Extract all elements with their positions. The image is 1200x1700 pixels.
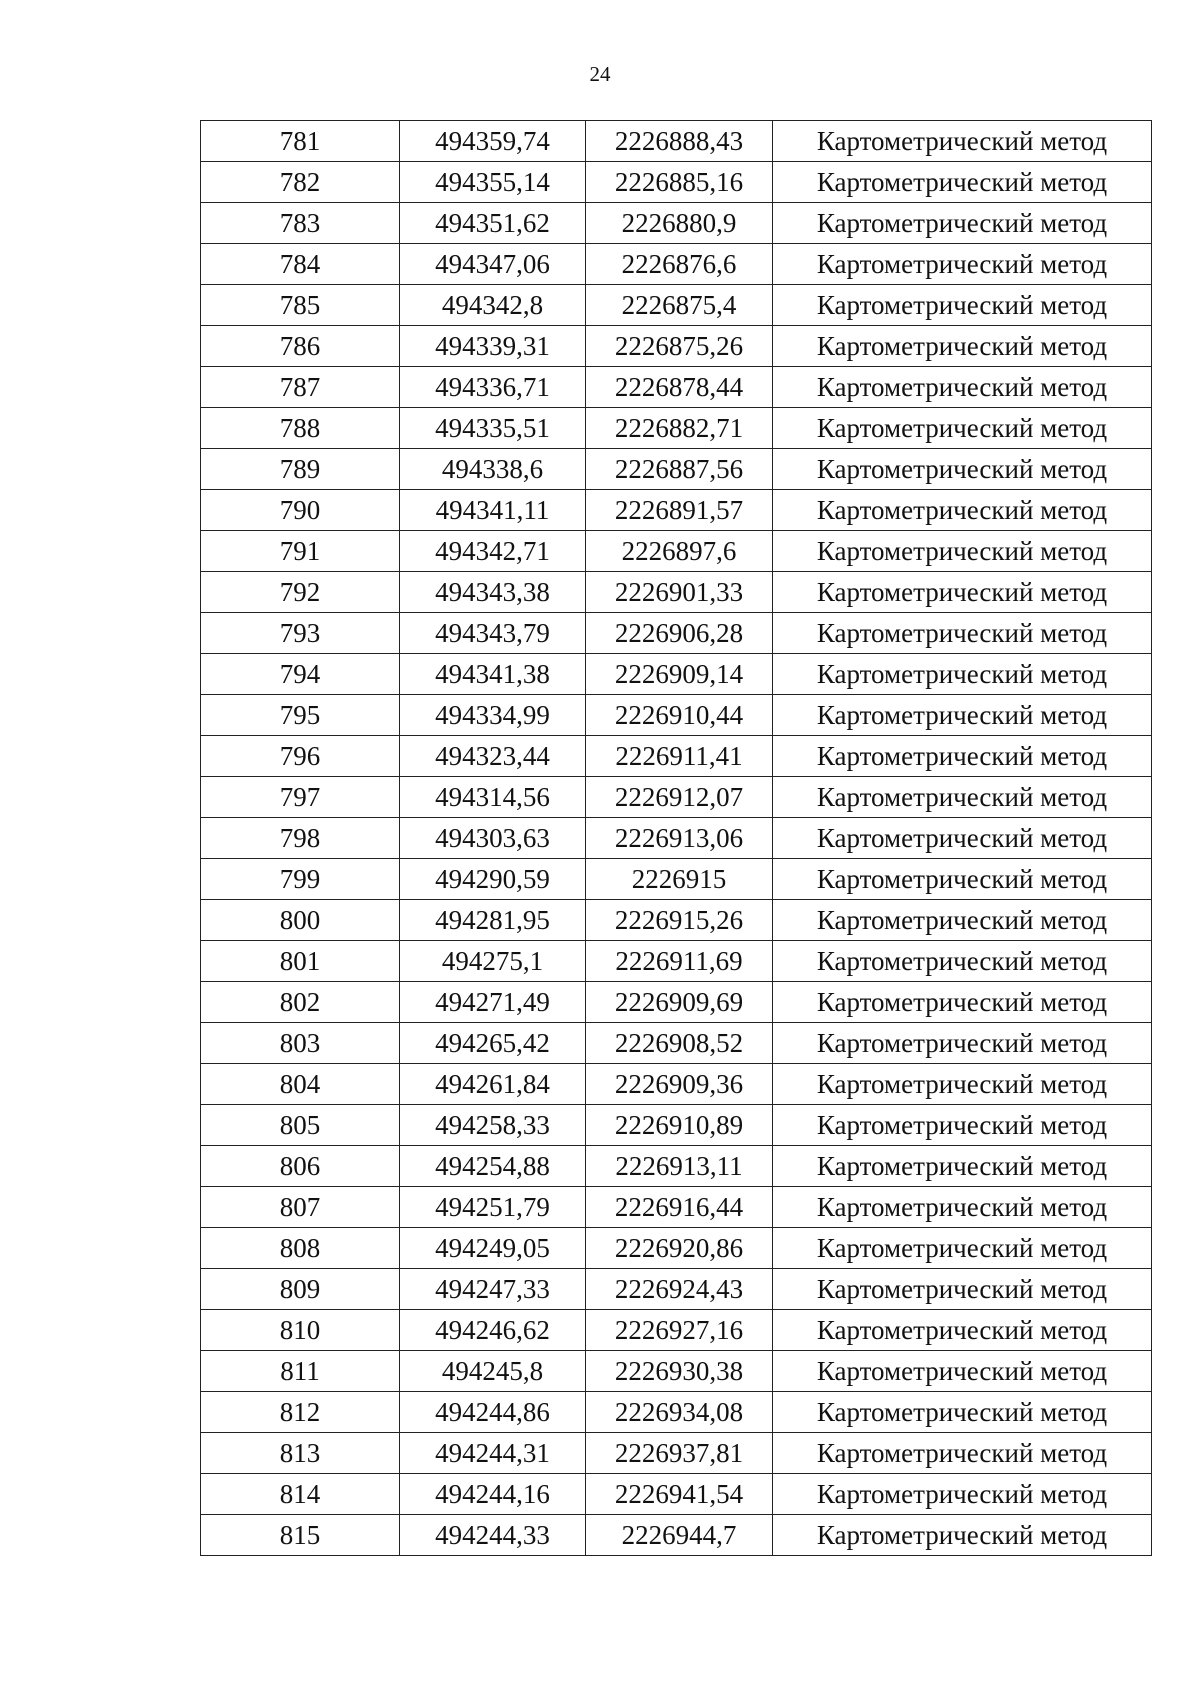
table-row: [201, 1228, 1152, 1269]
x-coordinate-cell: 494339,31: [400, 326, 586, 367]
point-number-cell: 814: [201, 1474, 400, 1515]
y-coordinate-cell: 2226911,41: [586, 736, 773, 777]
method-cell: Картометрический метод: [773, 859, 1152, 900]
method-cell: Картометрический метод: [773, 1351, 1152, 1392]
table-row: [201, 1310, 1152, 1351]
point-number-cell: 786: [201, 326, 400, 367]
method-cell: Картометрический метод: [773, 408, 1152, 449]
y-coordinate-cell: 2226875,26: [586, 326, 773, 367]
point-number-cell: 790: [201, 490, 400, 531]
table-row: [201, 1515, 1152, 1556]
table-row: [201, 941, 1152, 982]
x-coordinate-cell: 494351,62: [400, 203, 586, 244]
table-row: [201, 1105, 1152, 1146]
table-row: [201, 1064, 1152, 1105]
y-coordinate-cell: 2226924,43: [586, 1269, 773, 1310]
x-coordinate-cell: 494244,86: [400, 1392, 586, 1433]
y-coordinate-cell: 2226876,6: [586, 244, 773, 285]
y-coordinate-cell: 2226909,69: [586, 982, 773, 1023]
table-row: [201, 121, 1152, 162]
y-coordinate-cell: 2226885,16: [586, 162, 773, 203]
table-row: [201, 1351, 1152, 1392]
x-coordinate-cell: 494355,14: [400, 162, 586, 203]
y-coordinate-cell: 2226934,08: [586, 1392, 773, 1433]
table-row: [201, 162, 1152, 203]
x-coordinate-cell: 494244,16: [400, 1474, 586, 1515]
table-row: [201, 367, 1152, 408]
x-coordinate-cell: 494342,8: [400, 285, 586, 326]
method-cell: Картометрический метод: [773, 1269, 1152, 1310]
point-number-cell: 801: [201, 941, 400, 982]
method-cell: Картометрический метод: [773, 1023, 1152, 1064]
x-coordinate-cell: 494254,88: [400, 1146, 586, 1187]
table-row: [201, 859, 1152, 900]
table-row: [201, 777, 1152, 818]
point-number-cell: 800: [201, 900, 400, 941]
y-coordinate-cell: 2226909,14: [586, 654, 773, 695]
table-row: [201, 1433, 1152, 1474]
page-number: 24: [589, 62, 611, 86]
y-coordinate-cell: 2226927,16: [586, 1310, 773, 1351]
y-coordinate-cell: 2226875,4: [586, 285, 773, 326]
y-coordinate-cell: 2226910,89: [586, 1105, 773, 1146]
y-coordinate-cell: 2226944,7: [586, 1515, 773, 1556]
table-row: [201, 531, 1152, 572]
table-row: [201, 326, 1152, 367]
y-coordinate-cell: 2226901,33: [586, 572, 773, 613]
point-number-cell: 804: [201, 1064, 400, 1105]
point-number-cell: 809: [201, 1269, 400, 1310]
y-coordinate-cell: 2226913,11: [586, 1146, 773, 1187]
x-coordinate-cell: 494271,49: [400, 982, 586, 1023]
method-cell: Картометрический метод: [773, 203, 1152, 244]
point-number-cell: 781: [201, 121, 400, 162]
point-number-cell: 802: [201, 982, 400, 1023]
point-number-cell: 788: [201, 408, 400, 449]
point-number-cell: 799: [201, 859, 400, 900]
method-cell: Картометрический метод: [773, 449, 1152, 490]
method-cell: Картометрический метод: [773, 695, 1152, 736]
point-number-cell: 811: [201, 1351, 400, 1392]
table-row: [201, 1146, 1152, 1187]
x-coordinate-cell: 494334,99: [400, 695, 586, 736]
method-cell: Картометрический метод: [773, 654, 1152, 695]
point-number-cell: 796: [201, 736, 400, 777]
x-coordinate-cell: 494303,63: [400, 818, 586, 859]
x-coordinate-cell: 494281,95: [400, 900, 586, 941]
method-cell: Картометрический метод: [773, 1105, 1152, 1146]
method-cell: Картометрический метод: [773, 367, 1152, 408]
point-number-cell: 794: [201, 654, 400, 695]
table-row: [201, 1269, 1152, 1310]
method-cell: Картометрический метод: [773, 1474, 1152, 1515]
method-cell: Картометрический метод: [773, 1064, 1152, 1105]
method-cell: Картометрический метод: [773, 777, 1152, 818]
table-row: [201, 244, 1152, 285]
method-cell: Картометрический метод: [773, 900, 1152, 941]
y-coordinate-cell: 2226915,26: [586, 900, 773, 941]
point-number-cell: 795: [201, 695, 400, 736]
method-cell: Картометрический метод: [773, 326, 1152, 367]
y-coordinate-cell: 2226916,44: [586, 1187, 773, 1228]
table-row: [201, 654, 1152, 695]
method-cell: Картометрический метод: [773, 121, 1152, 162]
y-coordinate-cell: 2226920,86: [586, 1228, 773, 1269]
point-number-cell: 783: [201, 203, 400, 244]
coordinates-table-body: [201, 121, 1152, 1556]
method-cell: Картометрический метод: [773, 1392, 1152, 1433]
y-coordinate-cell: 2226937,81: [586, 1433, 773, 1474]
point-number-cell: 806: [201, 1146, 400, 1187]
y-coordinate-cell: 2226909,36: [586, 1064, 773, 1105]
y-coordinate-cell: 2226941,54: [586, 1474, 773, 1515]
y-coordinate-cell: 2226913,06: [586, 818, 773, 859]
y-coordinate-cell: 2226906,28: [586, 613, 773, 654]
method-cell: Картометрический метод: [773, 572, 1152, 613]
x-coordinate-cell: 494314,56: [400, 777, 586, 818]
x-coordinate-cell: 494341,38: [400, 654, 586, 695]
method-cell: Картометрический метод: [773, 490, 1152, 531]
x-coordinate-cell: 494323,44: [400, 736, 586, 777]
x-coordinate-cell: 494258,33: [400, 1105, 586, 1146]
point-number-cell: 813: [201, 1433, 400, 1474]
y-coordinate-cell: 2226888,43: [586, 121, 773, 162]
table-row: [201, 818, 1152, 859]
table-row: [201, 736, 1152, 777]
y-coordinate-cell: 2226910,44: [586, 695, 773, 736]
y-coordinate-cell: 2226882,71: [586, 408, 773, 449]
x-coordinate-cell: 494342,71: [400, 531, 586, 572]
point-number-cell: 805: [201, 1105, 400, 1146]
method-cell: Картометрический метод: [773, 1310, 1152, 1351]
method-cell: Картометрический метод: [773, 736, 1152, 777]
y-coordinate-cell: 2226878,44: [586, 367, 773, 408]
point-number-cell: 782: [201, 162, 400, 203]
table-row: [201, 982, 1152, 1023]
method-cell: Картометрический метод: [773, 531, 1152, 572]
x-coordinate-cell: 494247,33: [400, 1269, 586, 1310]
y-coordinate-cell: 2226911,69: [586, 941, 773, 982]
y-coordinate-cell: 2226912,07: [586, 777, 773, 818]
x-coordinate-cell: 494245,8: [400, 1351, 586, 1392]
point-number-cell: 792: [201, 572, 400, 613]
point-number-cell: 803: [201, 1023, 400, 1064]
method-cell: Картометрический метод: [773, 941, 1152, 982]
method-cell: Картометрический метод: [773, 285, 1152, 326]
table-row: [201, 695, 1152, 736]
x-coordinate-cell: 494275,1: [400, 941, 586, 982]
y-coordinate-cell: 2226930,38: [586, 1351, 773, 1392]
point-number-cell: 798: [201, 818, 400, 859]
point-number-cell: 784: [201, 244, 400, 285]
point-number-cell: 787: [201, 367, 400, 408]
table-row: [201, 900, 1152, 941]
table-row: [201, 572, 1152, 613]
x-coordinate-cell: 494341,11: [400, 490, 586, 531]
x-coordinate-cell: 494265,42: [400, 1023, 586, 1064]
table-row: [201, 1187, 1152, 1228]
x-coordinate-cell: 494347,06: [400, 244, 586, 285]
point-number-cell: 812: [201, 1392, 400, 1433]
x-coordinate-cell: 494290,59: [400, 859, 586, 900]
x-coordinate-cell: 494336,71: [400, 367, 586, 408]
method-cell: Картометрический метод: [773, 244, 1152, 285]
x-coordinate-cell: 494246,62: [400, 1310, 586, 1351]
table-row: [201, 490, 1152, 531]
y-coordinate-cell: 2226897,6: [586, 531, 773, 572]
x-coordinate-cell: 494249,05: [400, 1228, 586, 1269]
x-coordinate-cell: 494261,84: [400, 1064, 586, 1105]
x-coordinate-cell: 494343,38: [400, 572, 586, 613]
method-cell: Картометрический метод: [773, 1187, 1152, 1228]
point-number-cell: 810: [201, 1310, 400, 1351]
table-row: [201, 449, 1152, 490]
method-cell: Картометрический метод: [773, 1146, 1152, 1187]
table-row: [201, 203, 1152, 244]
point-number-cell: 815: [201, 1515, 400, 1556]
x-coordinate-cell: 494359,74: [400, 121, 586, 162]
coordinates-table: [200, 120, 1152, 1556]
y-coordinate-cell: 2226880,9: [586, 203, 773, 244]
table-row: [201, 613, 1152, 654]
table-row: [201, 1023, 1152, 1064]
y-coordinate-cell: 2226891,57: [586, 490, 773, 531]
point-number-cell: 807: [201, 1187, 400, 1228]
table-row: [201, 1474, 1152, 1515]
point-number-cell: 785: [201, 285, 400, 326]
y-coordinate-cell: 2226908,52: [586, 1023, 773, 1064]
x-coordinate-cell: 494343,79: [400, 613, 586, 654]
point-number-cell: 797: [201, 777, 400, 818]
method-cell: Картометрический метод: [773, 1433, 1152, 1474]
x-coordinate-cell: 494244,33: [400, 1515, 586, 1556]
point-number-cell: 793: [201, 613, 400, 654]
method-cell: Картометрический метод: [773, 982, 1152, 1023]
method-cell: Картометрический метод: [773, 162, 1152, 203]
method-cell: Картометрический метод: [773, 1228, 1152, 1269]
x-coordinate-cell: 494244,31: [400, 1433, 586, 1474]
table-row: [201, 285, 1152, 326]
point-number-cell: 791: [201, 531, 400, 572]
x-coordinate-cell: 494335,51: [400, 408, 586, 449]
table-row: [201, 408, 1152, 449]
y-coordinate-cell: 2226915: [586, 859, 773, 900]
point-number-cell: 789: [201, 449, 400, 490]
method-cell: Картометрический метод: [773, 818, 1152, 859]
point-number-cell: 808: [201, 1228, 400, 1269]
method-cell: Картометрический метод: [773, 613, 1152, 654]
x-coordinate-cell: 494251,79: [400, 1187, 586, 1228]
table-row: [201, 1392, 1152, 1433]
y-coordinate-cell: 2226887,56: [586, 449, 773, 490]
method-cell: Картометрический метод: [773, 1515, 1152, 1556]
x-coordinate-cell: 494338,6: [400, 449, 586, 490]
